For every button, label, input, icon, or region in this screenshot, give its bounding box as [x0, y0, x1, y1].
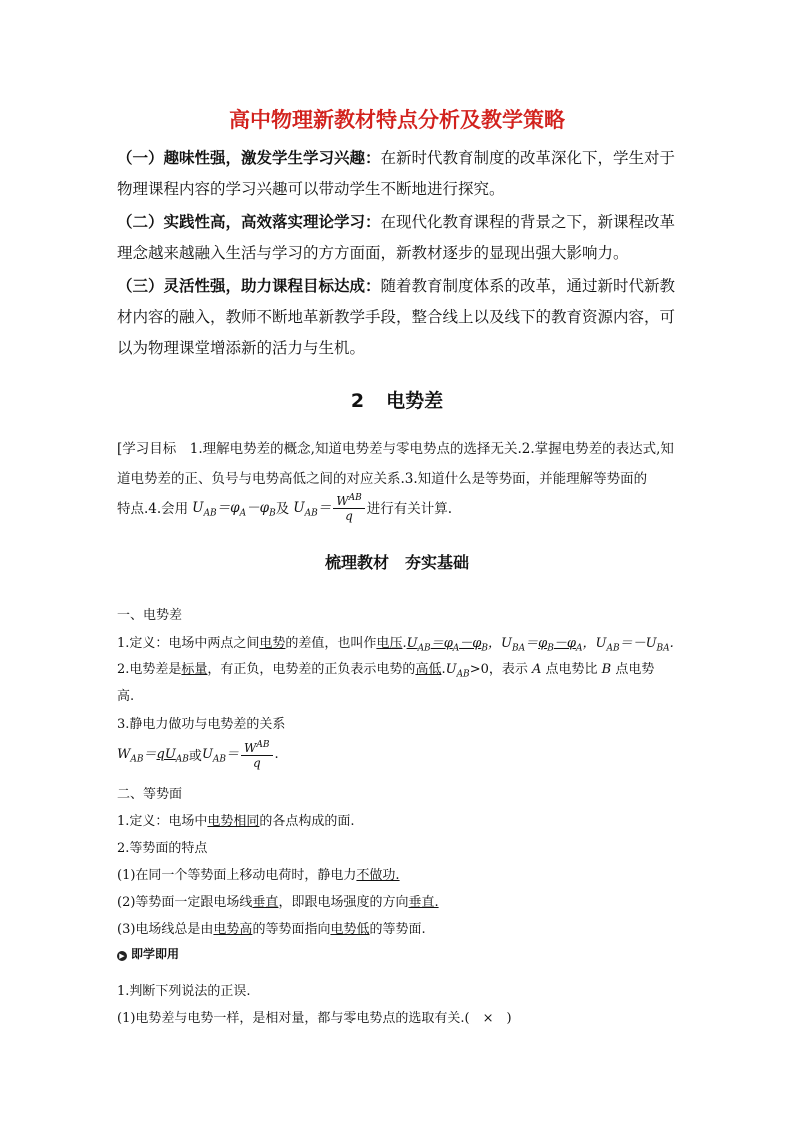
intro-heading-1: （一）趣味性强，激发学生学习兴趣： — [117, 149, 381, 167]
part1-item2-line2: 高. — [117, 689, 135, 704]
formula-uab-w: $U_{AB}=$ — [293, 499, 332, 519]
underlined-term: 垂直. — [408, 895, 439, 910]
practice-item-1: (1)电势差与电势一样，是相对量，都与零电势点的选取有关.( × ) — [117, 1011, 512, 1026]
intro-paragraph-2 — [117, 207, 679, 269]
fraction-w-over-q: $\frac{W^{AB}}{q}$ — [241, 738, 272, 770]
underlined-term: 电势低 — [330, 922, 370, 937]
underlined-term: 高低 — [415, 662, 442, 677]
underlined-term: 标量 — [181, 662, 208, 677]
practice-question: 1.判断下列说法的正误. — [117, 984, 251, 999]
intro-text-3: 随着教育制度体系的改革，通过新时代新教材内容的融入，教师不断地革新教学手段，整合线上以及线下的教育资源内容，可以为物理课堂增添新的活力与生机。 — [117, 277, 676, 357]
underlined-term: 电势高 — [213, 922, 253, 937]
fraction-w-over-q: $\frac{W^{AB}}{q}$ — [333, 491, 364, 523]
part2-features-heading: 2.等势面的特点 — [117, 841, 208, 856]
practice-label: 即学即用 — [131, 947, 180, 961]
section-number: 2 — [350, 390, 365, 412]
feature-1: (1)在同一个等势面上移动电荷时，静电力不做功. — [117, 868, 400, 883]
part1-item3: 3.静电力做功与电势差的关系 — [117, 717, 286, 732]
feature-3: (3)电场线总是由电势高的等势面指向电势低的等势面. — [117, 922, 426, 937]
underlined-term: 电压 — [376, 636, 403, 651]
play-bullet-icon: ▶ — [117, 951, 127, 961]
intro-paragraph-1 — [117, 143, 679, 205]
formula-uab-phi: $U_{AB}=\varphi_A-\varphi_B$ — [192, 499, 276, 519]
part2-heading: 二、等势面 — [117, 787, 183, 802]
part1-item2: 2.电势差是标量，有正负，电势差的正负表示电势的高低$.U_{AB}>0$，表示 A 点电势比 B 点电势 — [117, 662, 655, 680]
intro-heading-2: （二）实践性高，高效落实理论学习： — [117, 213, 381, 231]
intro-paragraph-3 — [117, 271, 679, 364]
goals-line3-after: 进行有关计算. — [366, 501, 452, 517]
part2-definition: 1.定义：电场中电势相同的各点构成的面. — [117, 814, 355, 829]
underlined-term: 垂直 — [252, 895, 279, 910]
part1-definition: 1.定义：电场中两点之间电势的差值，也叫作电压$.U_{AB}=\varphi_A-\varphi_B$，$U_{BA}=\varphi_B-\varphi_A$，$U_{AB}=-U_{BA}$. — [117, 636, 674, 654]
feature-2: (2)等势面一定跟电场线垂直，即跟电场强度的方向垂直. — [117, 895, 439, 910]
part1-heading: 一、电势差 — [117, 608, 183, 623]
work-formula: $W_{AB}=qU_{AB}$ 或 $U_{AB}=$ $\frac{W^{AB}}{q}$ . — [117, 740, 279, 770]
practice-label-row — [117, 945, 179, 962]
intro-text-2: 在现代化教育课程的背景之下，新课程改革理念越来越融入生活与学习的方方面面，新教材逐步的显现出强大影响力。 — [117, 213, 676, 262]
intro-heading-3: （三）灵活性强，助力课程目标达成： — [117, 277, 381, 295]
intro-text-1: 在新时代教育制度的改革深化下，学生对于物理课程内容的学习兴趣可以带动学生不断地进行探究。 — [117, 149, 676, 198]
underlined-term: 电势相同 — [207, 814, 260, 829]
underlined-term: 电势 — [259, 636, 286, 651]
section-subtitle: 梳理教材 夯实基础 — [324, 553, 469, 572]
section-name: 电势差 — [386, 390, 444, 412]
goals-line3-mid: 及 — [275, 501, 290, 517]
learning-goals: [学习目标 1.理解电势差的概念,知道电势差与零电势点的选择无关.2.掌握电势差的表达式,知道电势差的正、负号与电势高低之间的对应关系.3.知道什么是等势面，并能理解等势面的 — [117, 441, 674, 487]
learning-goals-line3 — [117, 487, 682, 527]
underlined-term: 不做功. — [356, 868, 400, 883]
document-title: 高中物理新教材特点分析及教学策略 — [229, 108, 565, 132]
goals-line3-before: 特点.4.会用 — [117, 501, 189, 517]
section-title — [0, 386, 794, 413]
